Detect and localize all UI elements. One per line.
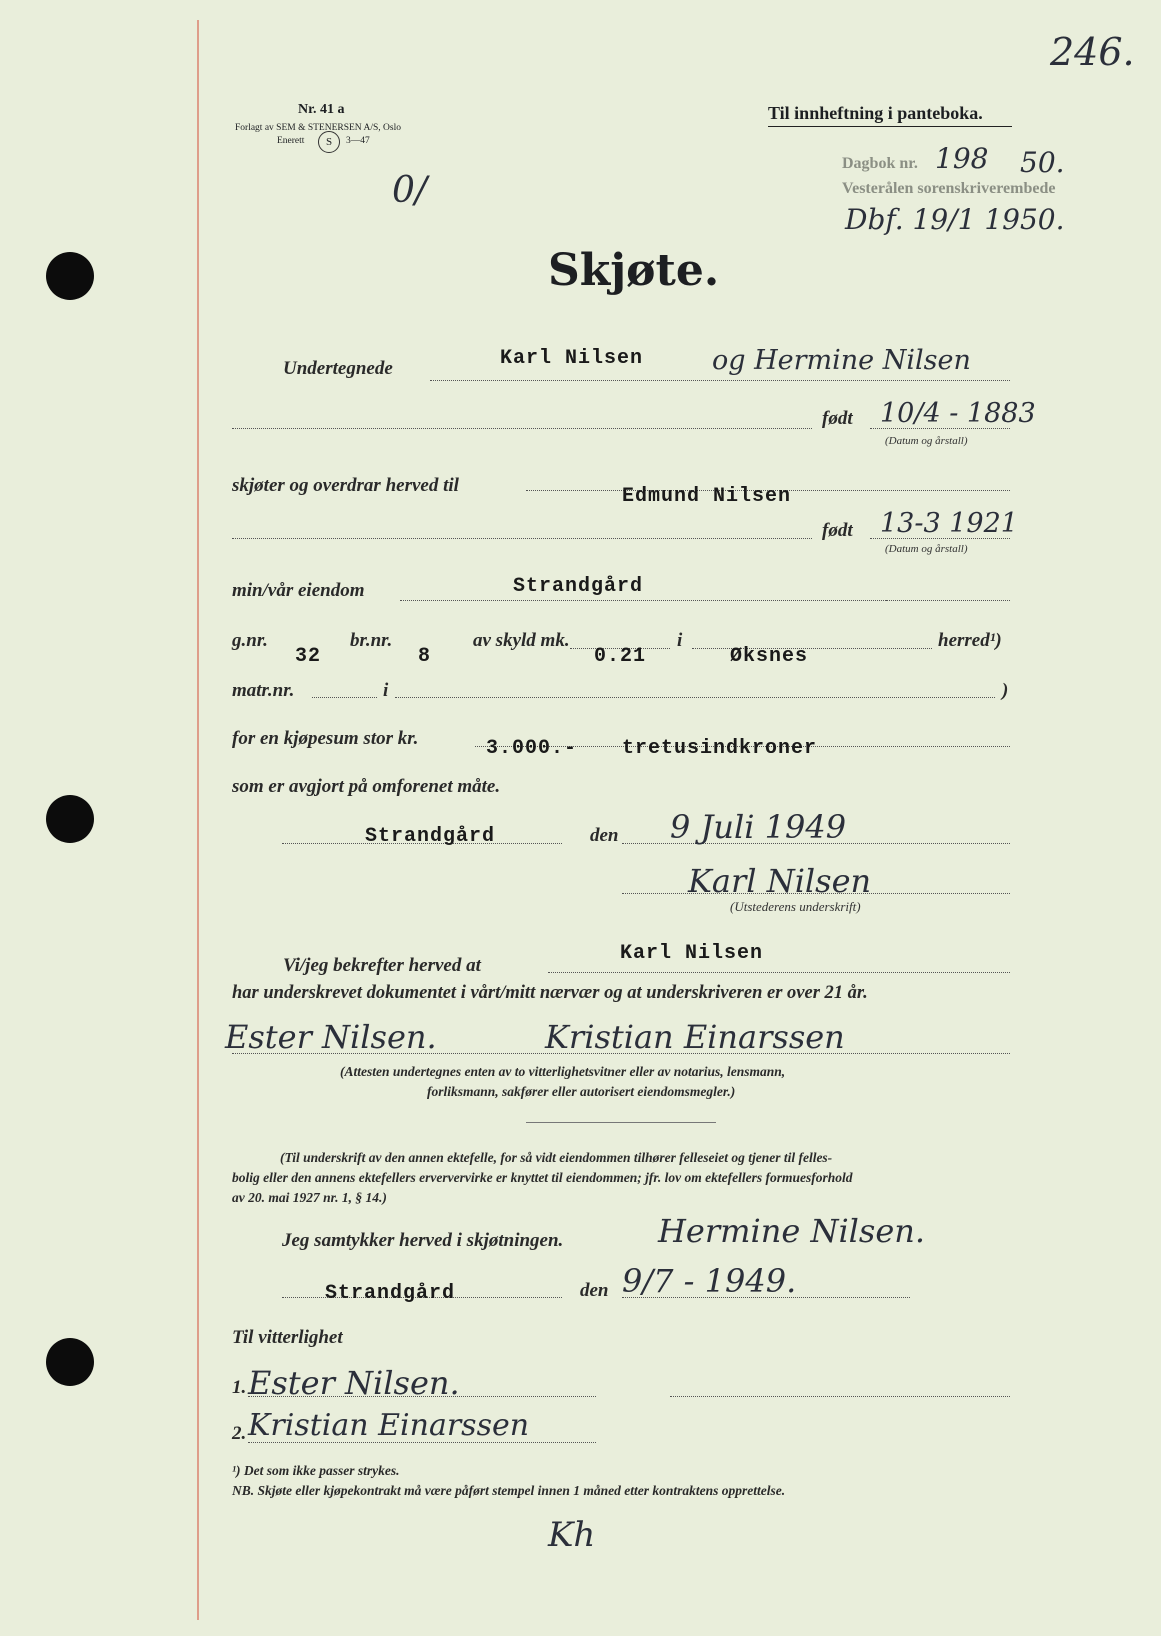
bekrefter-label: Vi/jeg bekrefter herved at <box>283 955 481 976</box>
attest-note-2: forliksmann, sakfører eller autorisert eiendomsmegler.) <box>427 1084 736 1099</box>
date-2: 9/7 - 1949. <box>622 1262 797 1300</box>
place-1: Strandgård <box>365 825 496 848</box>
spouse-note-1: (Til underskrift av den annen ektefelle, for så vidt eiendommen tilhører felleseiet og tjener til felles- <box>280 1150 833 1165</box>
publisher-line: Forlagt av SEM & STENERSEN A/S, Oslo <box>235 123 401 133</box>
witness-2-number: 2. <box>232 1423 247 1444</box>
overdrar-value: Edmund Nilsen <box>622 485 792 508</box>
datum-note-2: (Datum og årstall) <box>885 543 968 555</box>
utsteder-note: (Utstederens underskrift) <box>730 899 861 914</box>
samtykker-label: Jeg samtykker herved i skjøtningen. <box>282 1230 564 1251</box>
spouse-signature: Hermine Nilsen. <box>658 1212 926 1250</box>
brnr-value: 8 <box>418 645 432 668</box>
date-1: 9 Juli 1949 <box>670 808 847 846</box>
avgjort-text: som er avgjort på omforenet måte. <box>232 776 501 797</box>
punch-hole <box>46 1338 94 1386</box>
witness-2-signature: Kristian Einarssen <box>248 1408 530 1443</box>
punch-hole <box>46 795 94 843</box>
kjopesum-value: 3.000.- <box>486 737 578 760</box>
undertegnede-handwriting: og Hermine Nilsen <box>712 345 971 376</box>
kjopesum-label: for en kjøpesum stor kr. <box>232 728 419 749</box>
eiendom-value: Strandgård <box>513 575 644 598</box>
initials: Kh <box>548 1515 596 1555</box>
edition-label: 3—47 <box>346 136 370 146</box>
witness-1-number: 1. <box>232 1377 247 1398</box>
fodt-label-2: født <box>822 520 853 541</box>
matr-i-label: i <box>383 680 389 701</box>
bekrefter-text: har underskrevet dokumentet i vårt/mitt nærvær og at underskriveren er over 21 år. <box>232 983 868 1003</box>
publisher-logo: S <box>318 131 340 153</box>
fodt-value-1: 10/4 - 1883 <box>880 398 1036 429</box>
punch-hole <box>46 252 94 300</box>
stamp-date: Dbf. 19/1 1950. <box>845 203 1065 236</box>
stamp-dagbok-label: Dagbok nr. <box>842 155 918 172</box>
fodt-label-1: født <box>822 408 853 429</box>
eiendom-label: min/vår eiendom <box>232 580 365 601</box>
matr-close: ) <box>1002 680 1009 701</box>
stamp-year: 50. <box>1020 146 1065 179</box>
herred-label: herred¹) <box>938 630 1002 651</box>
page-number: 246. <box>1050 30 1135 74</box>
den-label-2: den <box>580 1280 609 1301</box>
fodt-value-2: 13-3 1921 <box>880 508 1018 539</box>
gnr-label: g.nr. <box>232 630 268 651</box>
brnr-label: br.nr. <box>350 630 393 651</box>
issuer-signature: Karl Nilsen <box>688 862 872 900</box>
undertegnede-label: Undertegnede <box>283 358 393 379</box>
witness-signature-2: Kristian Einarssen <box>545 1018 845 1056</box>
skyld-value: 0.21 <box>594 645 647 668</box>
form-number: Nr. 41 a <box>298 102 345 117</box>
skyld-label: av skyld mk. <box>473 630 570 651</box>
place-2: Strandgård <box>325 1282 456 1305</box>
handwritten-mark: 0/ <box>392 170 428 211</box>
stamp-dagbok-number: 198 <box>935 142 989 175</box>
overdrar-label: skjøter og overdrar herved til <box>232 475 459 496</box>
datum-note-1: (Datum og årstall) <box>885 435 968 447</box>
undertegnede-value: Karl Nilsen <box>500 347 644 370</box>
herred-value: Øksnes <box>730 645 809 668</box>
vitterlighet-label: Til vitterlighet <box>232 1327 343 1348</box>
rights-label: Enerett <box>277 136 305 146</box>
margin-rule <box>197 20 199 1620</box>
kjopesum-words: tretusindkroner <box>622 737 818 760</box>
footnote-2: NB. Skjøte eller kjøpekontrakt må være påført stempel innen 1 måned etter kontraktens opprettelse. <box>232 1483 786 1498</box>
witness-1-signature: Ester Nilsen. <box>248 1364 460 1402</box>
header-title: Til innheftning i panteboka. <box>768 103 983 123</box>
spouse-note-2: bolig eller den annens ektefellers erververvirke er knyttet til eiendommen; jfr. lov om ektefellers formuesforhold <box>232 1170 853 1185</box>
gnr-value: 32 <box>295 645 322 668</box>
attest-note-1: (Attesten undertegnes enten av to vitterlighetsvitner eller av notarius, lensmann, <box>340 1064 786 1079</box>
bekrefter-value: Karl Nilsen <box>620 942 764 965</box>
matr-label: matr.nr. <box>232 680 295 701</box>
divider <box>526 1122 716 1123</box>
stamp-office: Vesterålen sorenskriverembede <box>842 180 1056 197</box>
spouse-note-3: av 20. mai 1927 nr. 1, § 14.) <box>232 1190 387 1205</box>
witness-signature-1: Ester Nilsen. <box>225 1018 437 1056</box>
header-underline <box>768 126 1012 127</box>
document-title: Skjøte. <box>548 245 720 296</box>
footnote-1: ¹) Det som ikke passer strykes. <box>232 1463 400 1478</box>
i-label: i <box>677 630 683 651</box>
den-label-1: den <box>590 825 619 846</box>
